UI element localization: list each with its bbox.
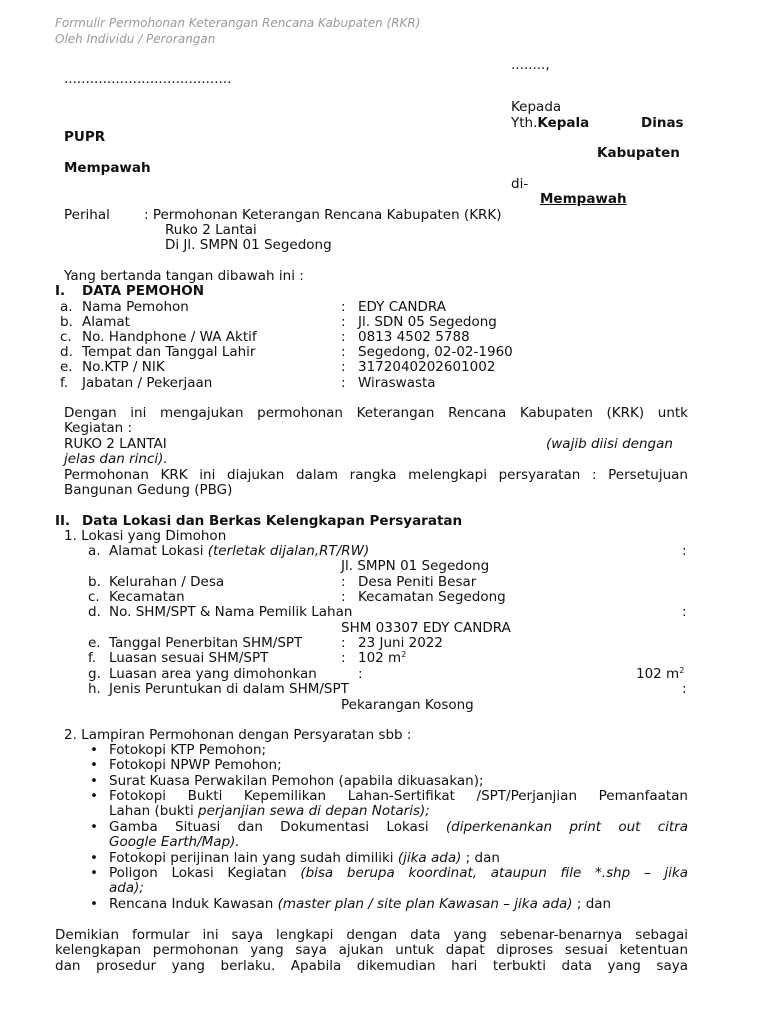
attachment-item-cont: Lahan (bukti perjanjian sewa di depan Notaris); [109,803,430,819]
perihal-label: Perihal [64,207,110,223]
loc-letter: f. [88,650,97,666]
loc-label: Kecamatan [109,589,185,605]
loc-letter: c. [88,589,100,605]
loc-value: Desa Peniti Besar [358,574,477,590]
row-value: Jl. SDN 05 Segedong [358,314,497,330]
loc-label: Tanggal Penerbitan SHM/SPT [109,635,303,651]
loc-label: Alamat Lokasi (terletak dijalan,RT/RW) [109,543,370,559]
loc-letter: b. [88,574,101,590]
row-letter: d. [60,344,73,360]
row-letter: a. [60,299,73,315]
recipient-yth: Yth.Kepala [511,115,590,131]
loc-colon: : [682,543,687,559]
request-line2: Kegiatan : [64,420,133,436]
row-value: 3172040202601002 [358,359,496,375]
row-label: No. Handphone / WA Aktif [82,329,257,345]
bullet-icon: • [90,819,98,835]
activity-note-cont: jelas dan rinci). [64,451,168,467]
bullet-icon: • [90,788,98,804]
loc-colon: : [341,589,346,605]
row-label: Jabatan / Pekerjaan [82,375,213,391]
bullet-icon: • [90,757,98,773]
recipient-di: di- [511,176,529,192]
row-colon: : [341,359,346,375]
bullet-icon: • [90,850,98,866]
row-colon: : [341,329,346,345]
loc-letter: e. [88,635,101,651]
row-value: 0813 4502 5788 [358,329,470,345]
attachment-item: Gamba Situasi dan Dokumentasi Lokasi (diperkenankan print out citra [109,819,688,835]
purpose-line2: Bangunan Gedung (PBG) [64,482,233,498]
row-label: Alamat [82,314,130,330]
recipient-dinas: Dinas [641,115,684,131]
form-header-subtitle: Oleh Individu / Perorangan [55,32,216,46]
loc-label: Kelurahan / Desa [109,574,225,590]
row-colon: : [341,299,346,315]
loc-label: Jenis Peruntukan di dalam SHM/SPT [109,681,349,697]
loc-value: Kecamatan Segedong [358,589,506,605]
loc-value: 23 Juni 2022 [358,635,443,651]
row-letter: f. [60,375,69,391]
closing-line3: dan prosedur yang berlaku. Apabila dikemudian hari terbukti data yang saya [55,958,688,974]
loc-label: Luasan sesuai SHM/SPT [109,650,269,666]
row-letter: c. [60,329,72,345]
attachment-item-cont: ada); [109,880,144,896]
attachment-item: Poligon Lokasi Kegiatan (bisa berupa koordinat, ataupun file *.shp – jika [109,865,688,881]
loc-letter: g. [88,666,101,682]
loc-colon: : [682,604,687,620]
row-value: Segedong, 02-02-1960 [358,344,513,360]
row-value: Wiraswasta [358,375,436,391]
loc-colon: : [358,666,363,682]
attachment-item: Fotokopi NPWP Pemohon; [109,757,282,773]
section1-title: DATA PEMOHON [82,283,205,299]
loc-value: Jl. SMPN 01 Segedong [341,558,490,574]
perihal-subject: : Permohonan Keterangan Rencana Kabupaten (KRK) [144,207,502,223]
perihal-line2: Ruko 2 Lantai [165,222,257,238]
section2-number: II. [55,513,71,529]
attachment-item: Fotokopi perijinan lain yang sudah dimiliki (jika ada) ; dan [109,850,500,866]
recipient-kabupaten: Kabupaten [597,145,680,161]
loc-letter: a. [88,543,101,559]
row-colon: : [341,344,346,360]
loc-letter: d. [88,604,101,620]
activity-note: (wajib diisi dengan [546,436,673,452]
attachment-item-cont: Google Earth/Map). [109,834,240,850]
row-letter: b. [60,314,73,330]
purpose-line1: Permohonan KRK ini diajukan dalam rangka melengkapi persyaratan : Persetujuan [64,467,688,483]
attachment-item: Fotokopi KTP Pemohon; [109,742,267,758]
bullet-icon: • [90,865,98,881]
loc-colon: : [341,635,346,651]
activity-name: RUKO 2 LANTAI [64,436,167,452]
form-header-title: Formulir Permohonan Keterangan Rencana Kabupaten (RKR) [55,16,421,30]
attachment-item: Fotokopi Bukti Kepemilikan Lahan-Sertifikat /SPT/Perjanjian Pemanfaatan [109,788,688,804]
row-colon: : [341,314,346,330]
recipient-pupr: PUPR [64,129,106,145]
loc-colon: : [682,681,687,697]
row-label: Tempat dan Tanggal Lahir [82,344,256,360]
row-value: EDY CANDRA [358,299,446,315]
loc-colon: : [341,574,346,590]
intro-text: Yang bertanda tangan dibawah ini : [64,268,304,284]
row-label: Nama Pemohon [82,299,189,315]
bullet-icon: • [90,773,98,789]
date-line: ....................................... [64,71,232,87]
row-letter: e. [60,359,73,375]
loc-value: Pekarangan Kosong [341,697,474,713]
perihal-line3: Di Jl. SMPN 01 Segedong [165,237,332,253]
row-colon: : [341,375,346,391]
recipient-mempawah: Mempawah [64,160,151,176]
bullet-icon: • [90,742,98,758]
attachment-item: Rencana Induk Kawasan (master plan / site plan Kawasan – jika ada) ; dan [109,896,612,912]
recipient-kepada: Kepada [511,99,562,115]
bullet-icon: • [90,896,98,912]
recipient-place: Mempawah [540,191,627,207]
loc-value: 102 $m^2$ [636,666,685,682]
date-placeholder: ........, [511,57,550,73]
loc-value: SHM 03307 EDY CANDRA [341,620,511,636]
loc-letter: h. [88,681,101,697]
attachments-subtitle: 2. Lampiran Permohonan dengan Persyaratan sbb : [64,727,412,743]
section1-number: I. [55,283,66,299]
request-line1: Dengan ini mengajukan permohonan Keterangan Rencana Kabupaten (KRK) untk [64,405,688,421]
section2-title: Data Lokasi dan Berkas Kelengkapan Persyaratan [82,513,463,529]
loc-label: No. SHM/SPT & Nama Pemilik Lahan [109,604,353,620]
loc-value: 102 $m^2$ [358,650,407,666]
row-label: No.KTP / NIK [82,359,165,375]
loc-colon: : [341,650,346,666]
closing-line1: Demikian formular ini saya lengkapi dengan data yang sebenar-benarnya sebagai [55,927,688,943]
location-subtitle: 1. Lokasi yang Dimohon [64,528,227,544]
attachment-item: Surat Kuasa Perwakilan Pemohon (apabila dikuasakan); [109,773,484,789]
loc-label: Luasan area yang dimohonkan [109,666,317,682]
closing-line2: kelengkapan permohonan yang saya ajukan untuk dapat diproses sesuai ketentuan [55,942,688,958]
